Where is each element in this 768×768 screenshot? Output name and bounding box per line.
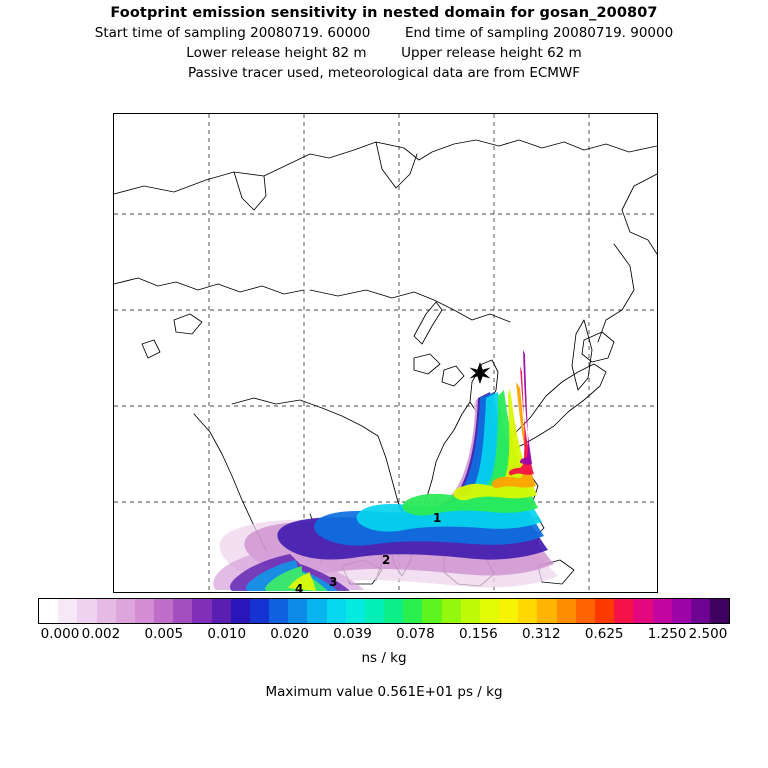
colorbar-tick-label: 0.078	[396, 626, 435, 642]
colorbar-swatch	[691, 599, 710, 623]
release-height-row	[0, 45, 768, 61]
start-time-label: Start time of sampling 20080719. 60000	[94, 25, 371, 41]
colorbar-swatch	[653, 599, 672, 623]
map-label-2: 2	[382, 553, 391, 567]
chart-title-block	[0, 0, 768, 81]
colorbar-swatch	[307, 599, 326, 623]
map-label-1: 1	[433, 511, 442, 525]
lower-release-height-label: Lower release height 82 m	[186, 45, 367, 61]
colorbar-tick-label: 0.000	[40, 626, 80, 642]
colorbar-swatch	[595, 599, 614, 623]
end-time-label: End time of sampling 20080719. 90000	[404, 25, 674, 41]
colorbar-swatch	[518, 599, 537, 623]
colorbar-unit-label: ns / kg	[361, 650, 407, 666]
colorbar	[38, 598, 730, 624]
colorbar-swatch	[499, 599, 518, 623]
sampling-time-row	[0, 25, 768, 41]
colorbar-swatch	[116, 599, 135, 623]
colorbar-swatch	[135, 599, 154, 623]
colorbar-swatch	[384, 599, 403, 623]
colorbar-swatch	[77, 599, 96, 623]
map-label-3: 3	[329, 575, 338, 589]
upper-release-height-label: Upper release height 62 m	[401, 45, 582, 61]
colorbar-swatch	[269, 599, 288, 623]
colorbar-tick-label: 0.156	[459, 626, 498, 642]
colorbar-swatch	[231, 599, 250, 623]
page-title: Footprint emission sensitivity in nested domain for gosan_200807	[110, 5, 658, 21]
colorbar-swatch	[250, 599, 269, 623]
colorbar-swatch	[154, 599, 173, 623]
colorbar-tick-label: 0.010	[207, 626, 247, 642]
colorbar-tick-label: 0.312	[521, 626, 561, 642]
colorbar-swatch	[39, 599, 58, 623]
colorbar-swatch	[480, 599, 499, 623]
colorbar-swatch	[97, 599, 116, 623]
colorbar-swatch	[672, 599, 691, 623]
colorbar-tick-label: 0.039	[333, 626, 372, 642]
colorbar-tick-label: 0.002	[81, 626, 121, 642]
colorbar-tick-labels	[0, 626, 768, 644]
colorbar-swatch	[576, 599, 595, 623]
colorbar-swatch	[461, 599, 480, 623]
colorbar-swatch	[403, 599, 422, 623]
colorbar-swatch	[422, 599, 441, 623]
colorbar-gradient	[38, 598, 730, 624]
colorbar-swatch	[346, 599, 365, 623]
colorbar-swatch	[212, 599, 231, 623]
colorbar-swatch	[173, 599, 192, 623]
colorbar-swatch	[365, 599, 384, 623]
map-label-4: 4	[295, 582, 304, 593]
colorbar-tick-label: 1.250	[647, 626, 687, 642]
colorbar-tick-label: 0.020	[270, 626, 309, 642]
colorbar-swatch	[614, 599, 633, 623]
map-plot-area	[113, 113, 658, 593]
colorbar-swatch	[288, 599, 307, 623]
tracer-meteorology-label: Passive tracer used, meteorological data are from ECMWF	[187, 65, 581, 81]
colorbar-swatch	[58, 599, 77, 623]
colorbar-swatch	[192, 599, 211, 623]
colorbar-swatch	[557, 599, 576, 623]
colorbar-swatch	[537, 599, 556, 623]
colorbar-tick-label: 0.005	[144, 626, 184, 642]
maximum-value-label: Maximum value 0.561E+01 ps / kg	[265, 684, 503, 700]
colorbar-swatch	[442, 599, 461, 623]
colorbar-swatch	[633, 599, 652, 623]
colorbar-swatch	[710, 599, 729, 623]
colorbar-tick-label: 2.500	[688, 626, 728, 642]
colorbar-tick-label: 0.625	[584, 626, 624, 642]
colorbar-swatch	[327, 599, 346, 623]
